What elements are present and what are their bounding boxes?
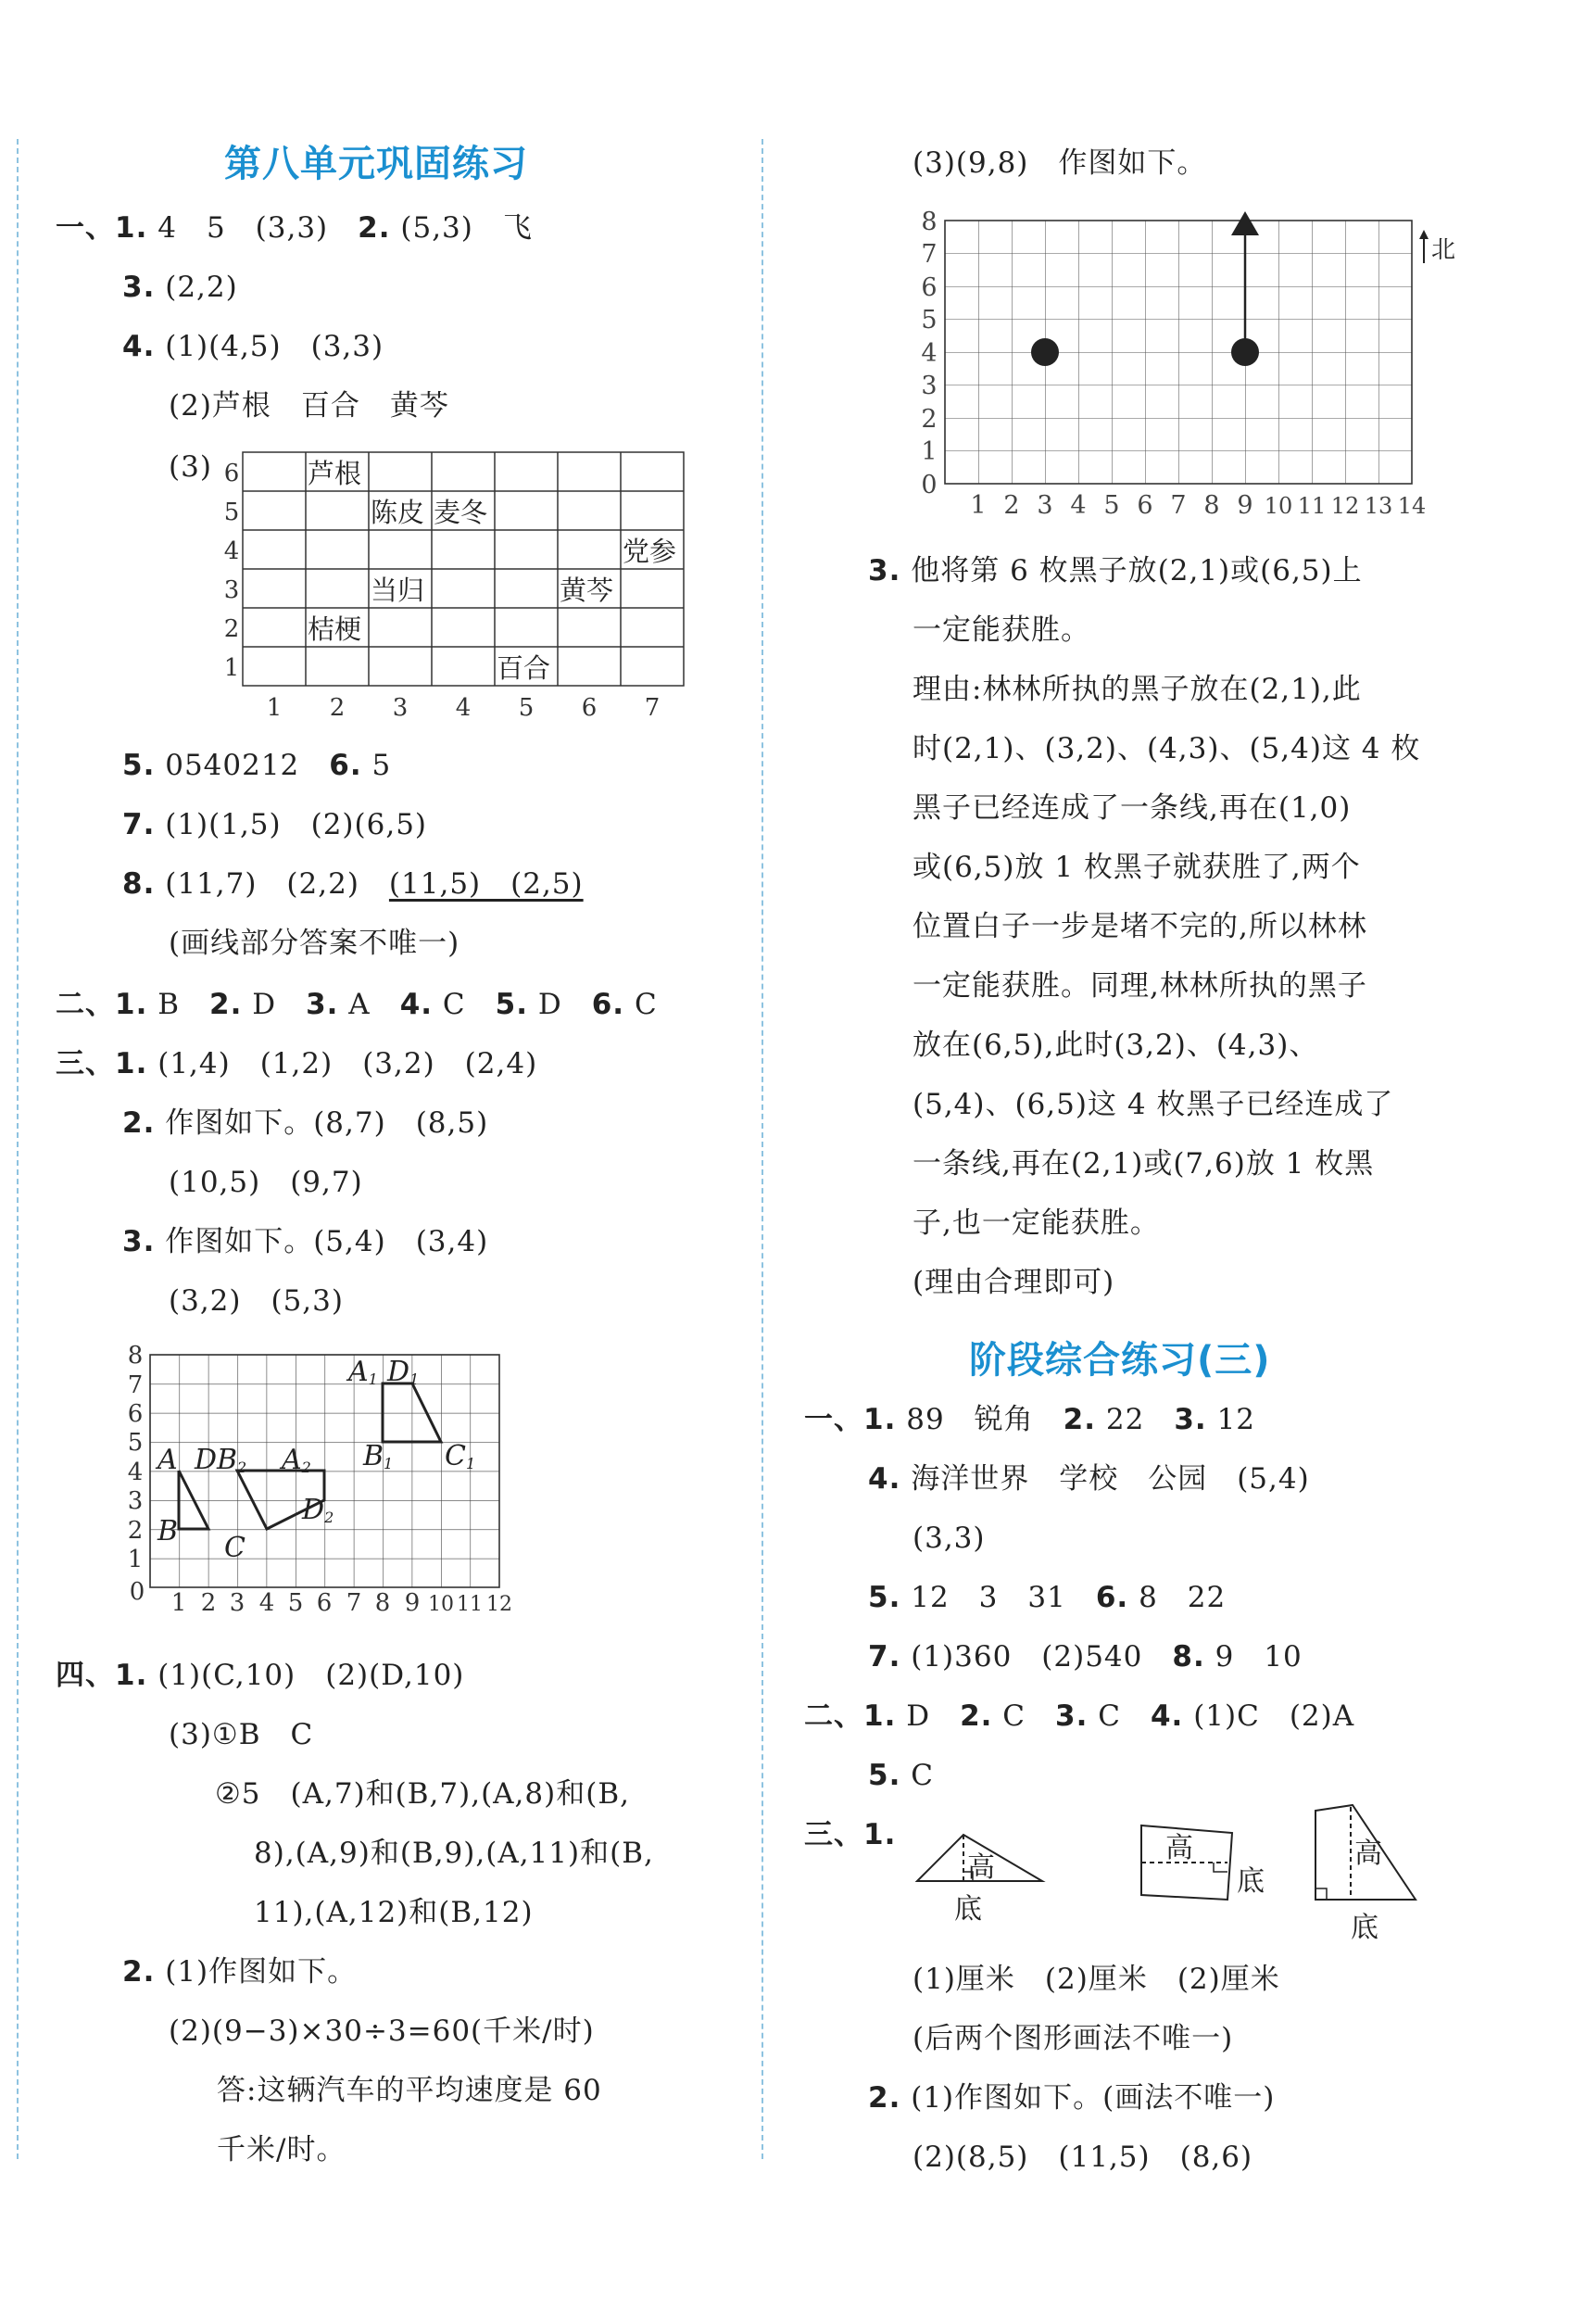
g2-x2: 2 [200, 1589, 217, 1617]
g3-x12: 12 [1330, 493, 1360, 519]
g2-x5: 5 [287, 1589, 304, 1617]
unit8-title: 第八单元巩固练习 [224, 143, 528, 185]
label-A: A [157, 1444, 178, 1476]
label-D1: D1 [387, 1356, 420, 1388]
g3-y2: 2 [921, 405, 938, 434]
g2-x8: 8 [374, 1589, 391, 1617]
shape-grid [120, 1342, 528, 1629]
r-q3-line12: 子,也一定能获胜。 [913, 1206, 1160, 1240]
l-sec4-q2-3: 答:这辆汽车的平均速度是 60 [217, 2074, 602, 2107]
g3-y4: 4 [921, 339, 938, 368]
g3-x9: 9 [1237, 491, 1253, 520]
g1-x4: 4 [455, 694, 472, 722]
g2-x4: 4 [258, 1589, 275, 1617]
r-q7-8: 7. (1)360 (2)540 8. 9 10 [868, 1640, 1303, 1674]
g1-y2: 2 [223, 615, 240, 643]
g3-y5: 5 [921, 306, 938, 335]
label-C1: C1 [445, 1440, 476, 1472]
column-divider [762, 139, 763, 2159]
g2-x0: 0 [129, 1578, 145, 1606]
l-sec4-q2-4: 千米/时。 [217, 2133, 346, 2166]
g3-y6: 6 [921, 273, 938, 302]
g2-x12: 12 [486, 1593, 512, 1616]
chess-grid [913, 208, 1487, 523]
l-sec3-q3b: (3,2) (5,3) [169, 1284, 344, 1318]
l-sec4-q1-3c: 8),(A,9)和(B,9),(A,11)和(B, [254, 1837, 654, 1870]
l-q8: 8. (11,7) (2,2) (11,5) (2,5) [122, 867, 584, 901]
black-stone-2 [1231, 338, 1259, 366]
g1-y4: 4 [223, 537, 240, 565]
r-q3-line8: 一定能获胜。同理,林林所执的黑子 [913, 969, 1367, 1003]
g1-x3: 3 [392, 694, 409, 722]
g3-y0: 0 [921, 471, 938, 499]
g1-cell-huangqin: 黄芩 [560, 575, 614, 606]
g3-x7: 7 [1170, 491, 1187, 520]
herb-grid [204, 445, 704, 723]
r-top-line: (3)(9,8) 作图如下。 [913, 146, 1207, 180]
tri-di-label: 底 [954, 1893, 982, 1926]
g3-y1: 1 [921, 437, 938, 466]
l-sec3-q1: 三、1. (1,4) (1,2) (3,2) (2,4) [56, 1047, 538, 1080]
r-q3-line6: 或(6,5)放 1 枚黑子就获胜了,两个 [913, 851, 1361, 884]
g3-x11: 11 [1297, 493, 1327, 519]
r-units: (1)厘米 (2)厘米 (2)厘米 [913, 1963, 1280, 1996]
g2-y5: 5 [127, 1429, 144, 1457]
l-sec4-q2-2: (2)(9−3)×30÷3=60(千米/时) [169, 2015, 595, 2048]
r-q3-line9: 放在(6,5),此时(3,2)、(4,3)、 [913, 1029, 1319, 1062]
north-arrowhead-icon [1419, 230, 1429, 239]
l-sec4-q1-3b: ②5 (A,7)和(B,7),(A,8)和(B, [215, 1777, 630, 1811]
g3-x1: 1 [970, 491, 987, 520]
r-q3-line11: 一条线,再在(2,1)或(7,6)放 1 枚黑 [913, 1147, 1375, 1181]
r-q3-line7: 位置白子一步是堵不完的,所以林林 [913, 910, 1367, 943]
g2-y3: 3 [127, 1487, 144, 1515]
l-q4-2: (2)芦根 百合 黄芩 [169, 389, 449, 423]
g1-x2: 2 [329, 694, 346, 722]
g1-cell-danggui: 当归 [371, 575, 425, 606]
g1-cell-chenpi: 陈皮 [371, 497, 425, 528]
g2-y6: 6 [127, 1400, 144, 1428]
r-q3-line3: 理由:林林所执的黑子放在(2,1),此 [913, 673, 1362, 706]
g1-y3: 3 [223, 576, 240, 604]
g2-y8: 8 [127, 1342, 144, 1370]
l-q4: 4. (1)(4,5) (3,3) [122, 330, 384, 363]
g2-x1: 1 [170, 1589, 187, 1617]
r-sec3-q2: 2. (1)作图如下。(画法不唯一) [868, 2081, 1276, 2115]
l-q5-6: 5. 0540212 6. 5 [122, 749, 392, 782]
label-A2: A2 [282, 1444, 311, 1476]
g1-cell-dangshen: 党参 [623, 536, 677, 567]
g1-cell-jiegeng: 桔梗 [308, 613, 362, 645]
g2-y2: 2 [127, 1517, 144, 1545]
g3-x4: 4 [1070, 491, 1087, 520]
l-q1: 一、1. 4 5 (3,3) 2. (5,3) 飞 [56, 211, 533, 245]
r-sec2-q5: 5. C [868, 1759, 934, 1792]
g3-y7: 7 [921, 240, 938, 269]
l-q7: 7. (1)(1,5) (2)(6,5) [122, 808, 428, 841]
trap-di-label: 底 [1351, 1912, 1378, 1944]
g1-x1: 1 [266, 694, 283, 722]
l-q4-3-label: (3) [169, 450, 212, 484]
g2-y4: 4 [127, 1459, 144, 1486]
trap-gao-label: 高 [1354, 1838, 1382, 1870]
l-sec3-q2: 2. 作图如下。(8,7) (8,5) [122, 1106, 489, 1140]
north-label: 北 [1431, 236, 1456, 264]
tri-gao-label: 高 [967, 1851, 995, 1884]
stage3-title: 阶段综合练习(三) [969, 1339, 1271, 1382]
g1-y5: 5 [223, 499, 240, 526]
l-sec3-q3: 3. 作图如下。(5,4) (3,4) [122, 1225, 489, 1258]
g2-y1: 1 [127, 1546, 144, 1573]
l-sec4-q1: 四、1. (1)(C,10) (2)(D,10) [56, 1659, 465, 1692]
r-q3-line10: (5,4)、(6,5)这 4 枚黑子已经连成了 [913, 1088, 1394, 1121]
g2-x9: 9 [404, 1589, 421, 1617]
g1-x6: 6 [581, 694, 598, 722]
r-q3-line4: 时(2,1)、(3,2)、(4,3)、(5,4)这 4 枚 [913, 732, 1421, 765]
l-q3: 3. (2,2) [122, 271, 238, 304]
r-q4-b: (3,3) [913, 1522, 986, 1555]
g1-x7: 7 [644, 694, 661, 722]
black-stone-1 [1031, 338, 1059, 366]
l-sec4-q1-3d: 11),(A,12)和(B,12) [254, 1896, 534, 1929]
g1-cell-lugen: 芦根 [308, 458, 362, 489]
r-sec3-q2b: (2)(8,5) (11,5) (8,6) [913, 2141, 1253, 2174]
left-margin-divider [17, 139, 19, 2159]
l-sec4-q1-3: (3)①B C [169, 1718, 314, 1751]
l-sec3-q2b: (10,5) (9,7) [169, 1166, 363, 1199]
g3-x10: 10 [1264, 493, 1293, 519]
r-q4: 4. 海洋世界 学校 公园 (5,4) [868, 1462, 1310, 1496]
g1-cell-maidong: 麦冬 [434, 497, 488, 528]
g3-x5: 5 [1103, 491, 1120, 520]
l-sec4-q2: 2. (1)作图如下。 [122, 1955, 358, 1989]
g2-x10: 10 [428, 1593, 454, 1616]
g3-x3: 3 [1037, 491, 1053, 520]
g1-y1: 1 [223, 654, 240, 682]
label-B2: B2 [217, 1444, 247, 1476]
label-C: C [224, 1532, 245, 1564]
g2-x7: 7 [346, 1589, 362, 1617]
g2-y7: 7 [127, 1371, 144, 1399]
l-sec2: 二、1. B 2. D 3. A 4. C 5. D 6. C [56, 988, 658, 1021]
g3-y3: 3 [921, 372, 938, 400]
r-sec3-num: 三、1. [804, 1818, 897, 1851]
g3-x8: 8 [1203, 491, 1220, 520]
g1-y6: 6 [223, 460, 240, 487]
r-sec2: 二、1. D 2. C 3. C 4. (1)C (2)A [804, 1699, 1355, 1733]
g2-x3: 3 [229, 1589, 245, 1617]
para-di-label: 底 [1237, 1865, 1265, 1898]
para-gao-label: 高 [1165, 1832, 1193, 1864]
r-q3-line1: 3. 他将第 6 枚黑子放(2,1)或(6,5)上 [868, 554, 1363, 587]
label-A1: A1 [348, 1356, 378, 1388]
g3-x2: 2 [1003, 491, 1020, 520]
r-q3-line2: 一定能获胜。 [913, 613, 1090, 647]
r-q3-line5: 黑子已经连成了一条线,再在(1,0) [913, 791, 1352, 825]
label-B: B [157, 1515, 179, 1547]
label-D: D [195, 1444, 218, 1476]
g3-x13: 13 [1364, 493, 1393, 519]
g3-x6: 6 [1137, 491, 1153, 520]
g1-x5: 5 [518, 694, 535, 722]
r-sec1-q1: 一、1. 89 锐角 2. 22 3. 12 [804, 1403, 1256, 1436]
l-q8-note: (画线部分答案不唯一) [169, 927, 460, 960]
g2-x11: 11 [457, 1593, 483, 1616]
g3-x14: 14 [1397, 493, 1427, 519]
label-B1: B1 [363, 1440, 394, 1472]
r-sec3-note: (后两个图形画法不唯一) [913, 2022, 1234, 2055]
height-drawings [908, 1798, 1427, 1955]
g3-y8: 8 [921, 208, 938, 236]
r-q3-line13: (理由合理即可) [913, 1266, 1115, 1299]
g2-x6: 6 [316, 1589, 333, 1617]
label-D2: D2 [302, 1494, 334, 1526]
g1-cell-baihe: 百合 [497, 652, 551, 684]
r-q5-6: 5. 12 3 31 6. 8 22 [868, 1581, 1227, 1614]
